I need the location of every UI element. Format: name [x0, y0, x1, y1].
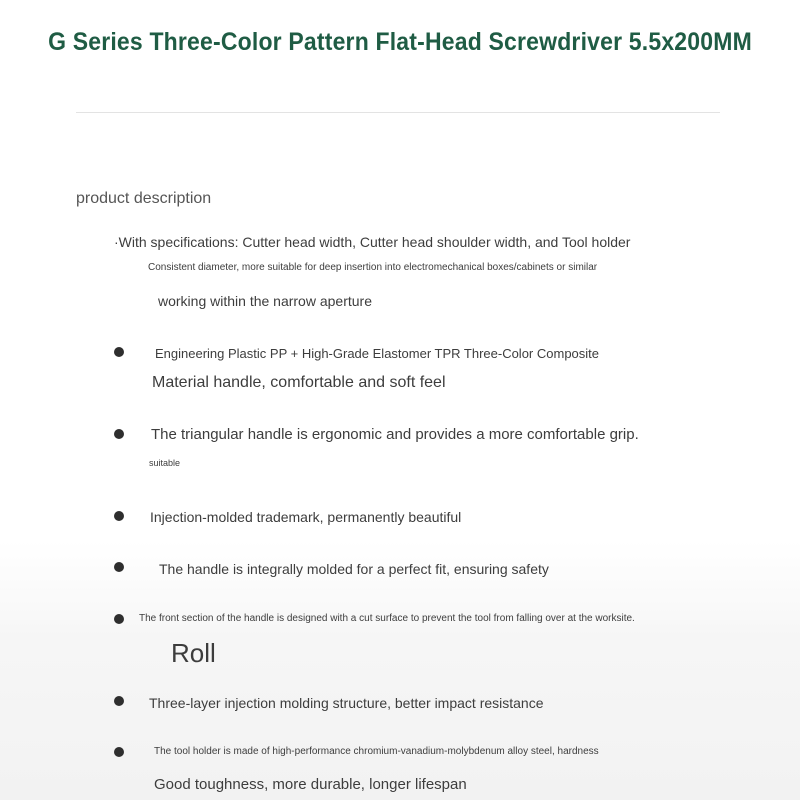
- intro-line-1: ·With specifications: Cutter head width, Cutter head shoulder width, and Tool holder: [114, 234, 631, 250]
- feature-3-line-1: Injection-molded trademark, permanently beautiful: [150, 509, 462, 525]
- intro-line-2: Consistent diameter, more suitable for deep insertion into electromechanical boxes/cabinets or similar: [148, 262, 598, 273]
- feature-1-line-1: Engineering Plastic PP + High-Grade Elastomer TPR Three-Color Composite: [155, 346, 600, 361]
- bullet-icon: [114, 429, 124, 439]
- feature-7-line-2: Good toughness, more durable, longer lifespan: [154, 776, 467, 793]
- feature-2-line-2: suitable: [149, 458, 181, 468]
- bullet-icon: [114, 696, 124, 706]
- feature-6-line-1: Three-layer injection molding structure, better impact resistance: [149, 695, 544, 711]
- feature-1-line-2: Material handle, comfortable and soft feel: [152, 374, 446, 391]
- bullet-icon: [114, 562, 124, 572]
- section-heading: product description: [76, 190, 212, 207]
- intro-line-3: working within the narrow aperture: [158, 293, 372, 309]
- bullet-icon: [114, 747, 124, 757]
- feature-2-line-1: The triangular handle is ergonomic and provides a more comfortable grip.: [151, 426, 639, 443]
- bullet-icon: [114, 511, 124, 521]
- feature-5-line-2: Roll: [171, 638, 216, 668]
- feature-4-line-1: The handle is integrally molded for a perfect fit, ensuring safety: [159, 561, 549, 577]
- feature-5-line-1: The front section of the handle is designed with a cut surface to prevent the tool from falling over at the worksite.: [139, 613, 635, 624]
- title-divider: [76, 112, 720, 113]
- feature-7-line-1: The tool holder is made of high-performance chromium-vanadium-molybdenum alloy steel, hardness: [154, 746, 599, 757]
- bullet-icon: [114, 347, 124, 357]
- page-title: G Series Three-Color Pattern Flat-Head Screwdriver 5.5x200MM: [48, 28, 752, 56]
- bullet-icon: [114, 614, 124, 624]
